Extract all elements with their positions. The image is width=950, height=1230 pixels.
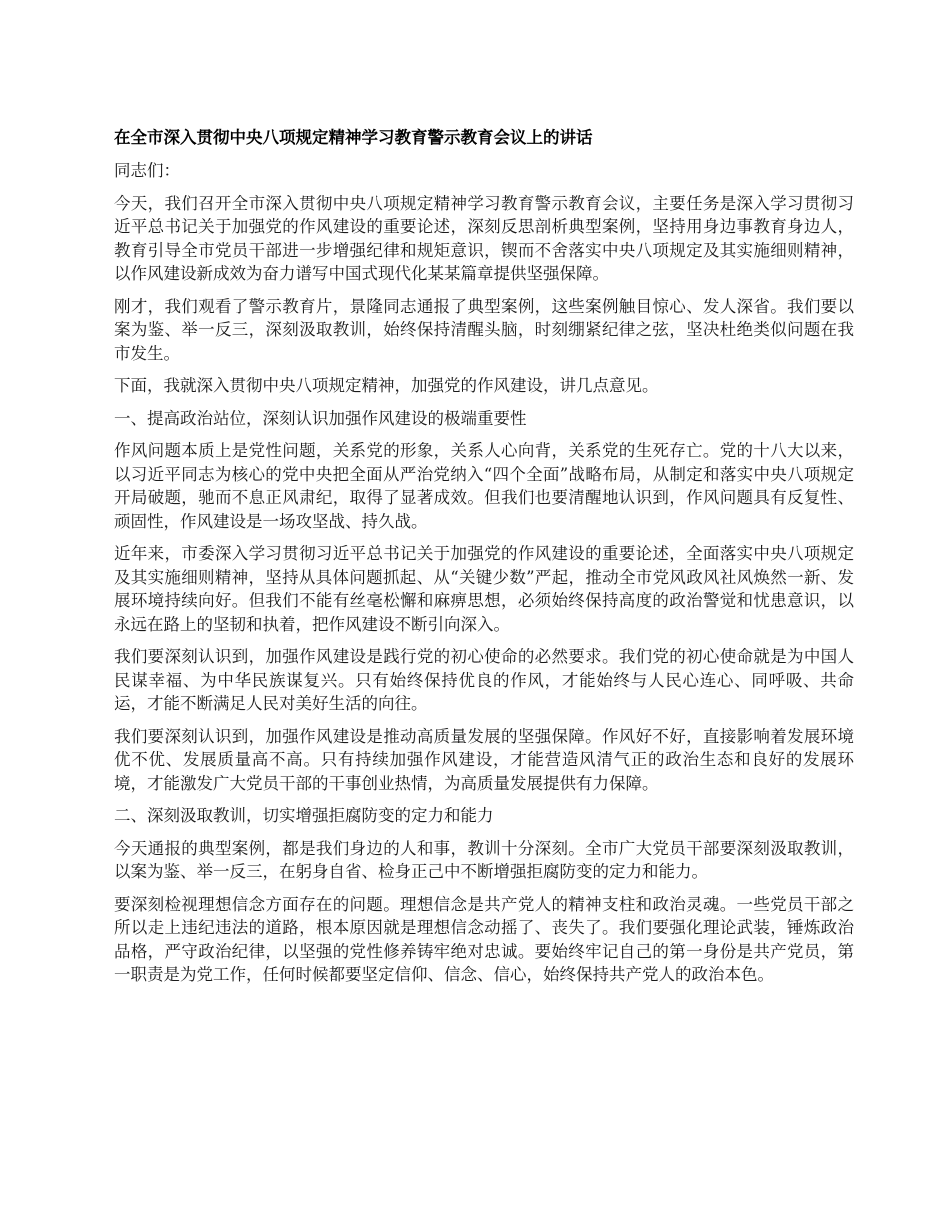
salutation: 同志们： — [114, 161, 180, 180]
intro-paragraph-1: 今天，我们召开全市深入贯彻中央八项规定精神学习教育警示教育会议，主要任务是深入学习贯彻习近平总书记关于加强党的作风建设的重要论述，深刻反思剖析典型案例，坚持用身边事教育身边人，教育引导全市党员干部进一步增强纪律和规矩意识，锲而不舍落实中央八项规定及其实施细则精神，以作风建设新成效为奋力谱写中国式现代化某某篇章提供坚强保障。 — [114, 193, 854, 283]
section-1-paragraph: 我们要深刻认识到，加强作风建设是推动高质量发展的坚强保障。作风好不好，直接影响着发展环境优不优、发展质量高不高。只有持续加强作风建设，才能营造风清气正的政治生态和良好的发展环境，才能激发广大党员干部的干事创业热情，为高质量发展提供有力保障。 — [114, 726, 854, 793]
section-1-heading: 一、提高政治站位，深刻认识加强作风建设的极端重要性 — [114, 408, 527, 428]
section-1-paragraph: 作风问题本质上是党性问题，关系党的形象，关系人心向背，关系党的生死存亡。党的十八大以来，以习近平同志为核心的党中央把全面从严治党纳入“四个全面”战略布局，从制定和落实中央八项规定开局破题，驰而不息正风肃纪，取得了显著成效。但我们也要清醒地认识到，作风问题具有反复性、顽固性，作风建设是一场攻坚战、持久战。 — [114, 441, 854, 531]
section-1-paragraph: 我们要深刻认识到，加强作风建设是践行党的初心使命的必然要求。我们党的初心使命就是为中国人民谋幸福、为中华民族谋复兴。只有始终保持优良的作风，才能始终与人民心连心、同呼吸、共命运，才能不断满足人民对美好生活的向往。 — [114, 647, 854, 713]
intro-paragraph-2: 刚才，我们观看了警示教育片，景隆同志通报了典型案例，这些案例触目惊心、发人深省。我们要以案为鉴、举一反三，深刻汲取教训，始终保持清醒头脑，时刻绷紧纪律之弦，坚决杜绝类似问题在我市发生。 — [114, 296, 854, 363]
intro-paragraph-3: 下面，我就深入贯彻中央八项规定精神，加强党的作风建设，讲几点意见。 — [114, 376, 659, 395]
document-page — [114, 126, 854, 996]
document-title: 在全市深入贯彻中央八项规定精神学习教育警示教育会议上的讲话 — [114, 128, 593, 147]
section-2-paragraph: 要深刻检视理想信念方面存在的问题。理想信念是共产党人的精神支柱和政治灵魂。一些党员干部之所以走上违纪违法的道路，根本原因就是理想信念动摇了、丧失了。我们要强化理论武装，锤炼政治品格，严守政治纪律，以坚强的党性修养铸牢绝对忠诚。要始终牢记自己的第一身份是共产党员，第一职责是为党工作，任何时候都要坚定信仰、信念、信心，始终保持共产党人的政治本色。 — [114, 894, 854, 984]
section-2-paragraph: 今天通报的典型案例，都是我们身边的人和事，教训十分深刻。全市广大党员干部要深刻汲取教训，以案为鉴、举一反三，在躬身自省、检身正己中不断增强拒腐防变的定力和能力。 — [114, 838, 854, 881]
section-2-heading: 二、深刻汲取教训，切实增强拒腐防变的定力和能力 — [114, 806, 494, 825]
section-1-paragraph: 近年来，市委深入学习贯彻习近平总书记关于加强党的作风建设的重要论述，全面落实中央八项规定及其实施细则精神，坚持从具体问题抓起、从“关键少数”严起，推动全市党风政风社风焕然一新、发展环境持续向好。但我们不能有丝毫松懈和麻痹思想，必须始终保持高度的政治警觉和忧患意识，以永远在路上的坚韧和执着，把作风建设不断引向深入。 — [114, 544, 854, 634]
